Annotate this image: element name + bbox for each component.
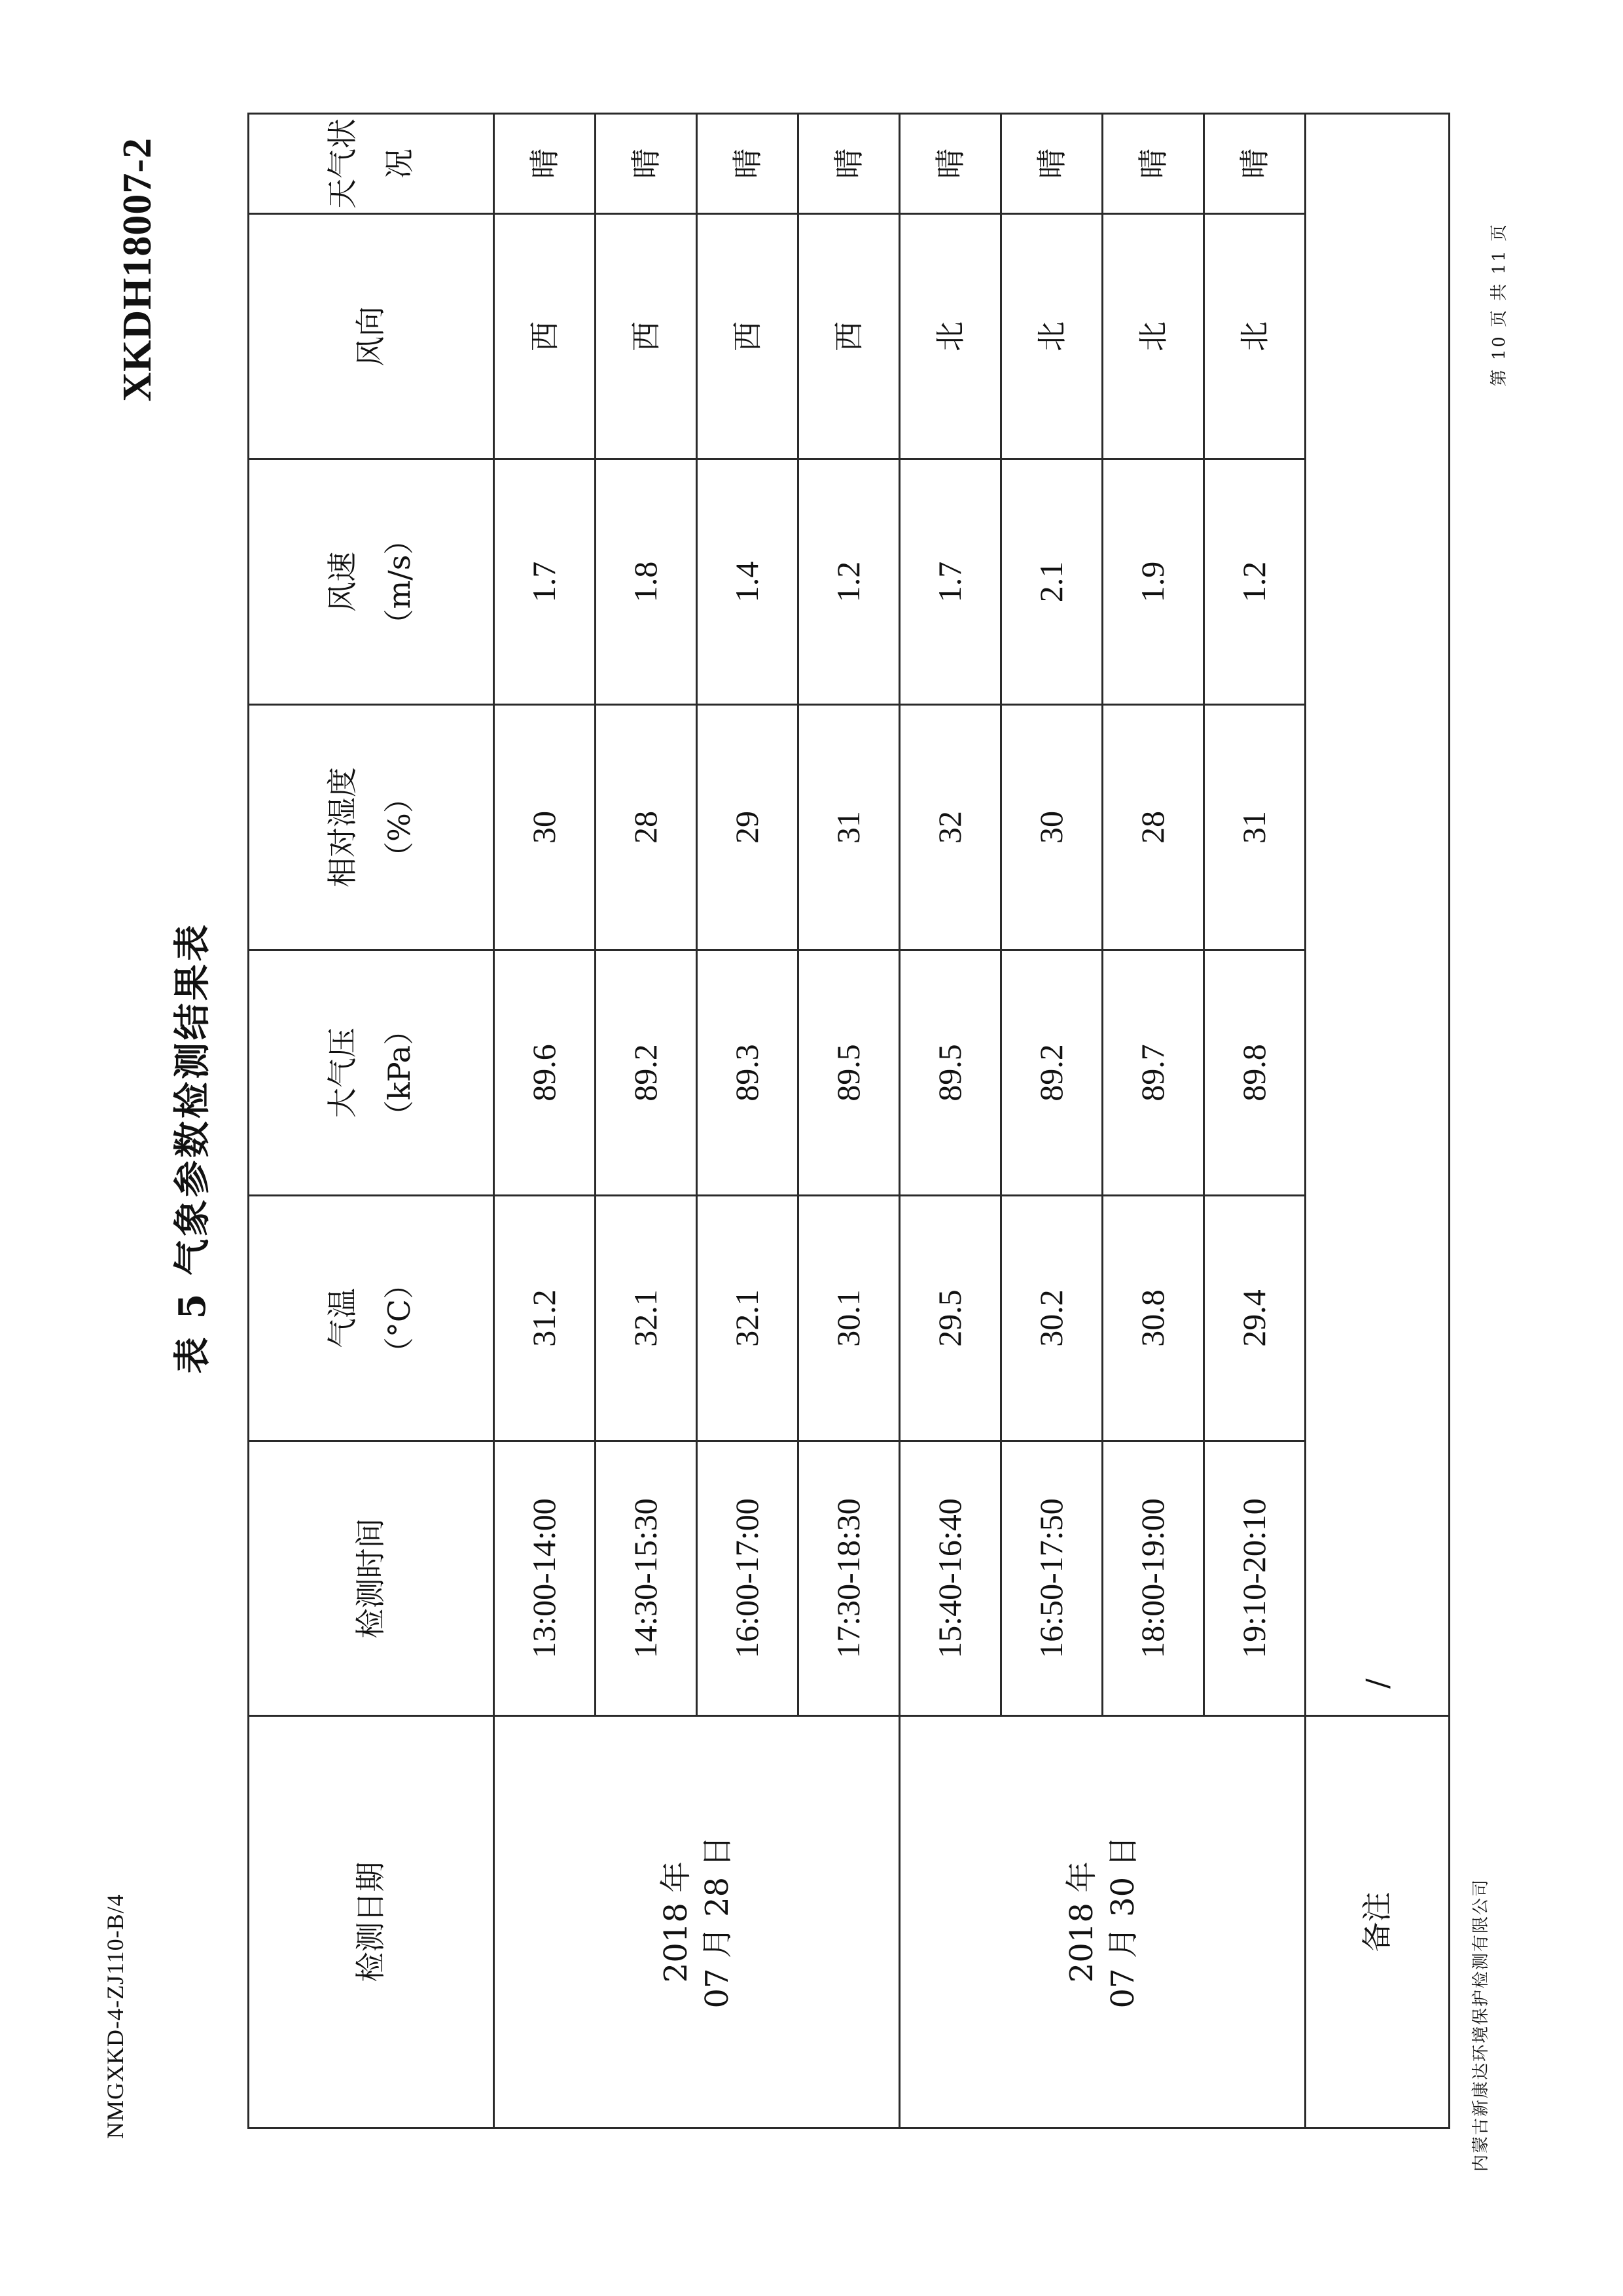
pressure-cell: 89.7: [1103, 950, 1204, 1196]
pressure-cell: 89.2: [596, 950, 697, 1196]
date-month-day: 07 月 30 日: [1104, 1835, 1141, 2009]
weather-cell: 晴: [1204, 114, 1306, 214]
humidity-cell: 28: [596, 705, 697, 950]
date-cell: [494, 1716, 900, 2128]
wind-direction-cell: 北: [1204, 214, 1306, 459]
header-wind-direction: 风向: [249, 214, 494, 459]
time-cell: 16:00-17:00: [697, 1441, 798, 1716]
wind-speed-cell: 1.4: [697, 459, 798, 705]
temperature-cell: 30.2: [1001, 1196, 1103, 1441]
date-month-day: 07 月 28 日: [698, 1835, 736, 2009]
header-temperature-name: 气温: [324, 1288, 360, 1348]
header-humidity-unit: （%）: [382, 783, 417, 872]
table-row: [900, 114, 1001, 2128]
header-pressure: [249, 950, 494, 1196]
temperature-cell: 32.1: [596, 1196, 697, 1441]
header-humidity: [249, 705, 494, 950]
header-wind-speed-name: 风速: [324, 552, 360, 612]
remarks-row: [1306, 114, 1450, 2128]
pressure-cell: 89.5: [798, 950, 900, 1196]
weather-cell: 晴: [1103, 114, 1204, 214]
header-date: 检测日期: [249, 1716, 494, 2128]
wind-speed-cell: 1.2: [798, 459, 900, 705]
header-row: [249, 114, 494, 2128]
temperature-cell: 32.1: [697, 1196, 798, 1441]
humidity-cell: 31: [1204, 705, 1306, 950]
wind-speed-cell: 2.1: [1001, 459, 1103, 705]
temperature-cell: 30.1: [798, 1196, 900, 1441]
wind-speed-cell: 1.7: [494, 459, 596, 705]
wind-direction-cell: 北: [900, 214, 1001, 459]
header-temperature-unit: （°C）: [382, 1268, 417, 1368]
pressure-cell: 89.8: [1204, 950, 1306, 1196]
header-pressure-name: 大气压: [324, 1028, 360, 1118]
date-cell: [900, 1716, 1306, 2128]
remarks-value: /: [1306, 114, 1450, 1716]
pressure-cell: 89.3: [697, 950, 798, 1196]
humidity-cell: 30: [1001, 705, 1103, 950]
wind-direction-cell: 北: [1103, 214, 1204, 459]
wind-speed-cell: 1.9: [1103, 459, 1204, 705]
pressure-cell: 89.6: [494, 950, 596, 1196]
time-cell: 15:40-16:40: [900, 1441, 1001, 1716]
wind-direction-cell: 西: [596, 214, 697, 459]
header-weather: 天气状况: [249, 114, 494, 214]
time-cell: 17:30-18:30: [798, 1441, 900, 1716]
weather-cell: 晴: [596, 114, 697, 214]
header-temperature: [249, 1196, 494, 1441]
pressure-cell: 89.5: [900, 950, 1001, 1196]
humidity-cell: 32: [900, 705, 1001, 950]
temperature-cell: 29.5: [900, 1196, 1001, 1441]
header-time: 检测时间: [249, 1441, 494, 1716]
table-title: 表 5 气象参数检测结果表: [171, 922, 214, 1374]
time-cell: 13:00-14:00: [494, 1441, 596, 1716]
header-wind-speed-unit: （m/s）: [382, 524, 417, 639]
humidity-cell: 30: [494, 705, 596, 950]
wind-direction-cell: 西: [798, 214, 900, 459]
header-wind-speed: [249, 459, 494, 705]
weather-cell: 晴: [900, 114, 1001, 214]
date-year: 2018 年: [658, 1861, 695, 1983]
time-cell: 16:50-17:50: [1001, 1441, 1103, 1716]
weather-cell: 晴: [494, 114, 596, 214]
wind-speed-cell: 1.7: [900, 459, 1001, 705]
temperature-cell: 31.2: [494, 1196, 596, 1441]
humidity-cell: 29: [697, 705, 798, 950]
time-cell: 14:30-15:30: [596, 1441, 697, 1716]
document-code: NMGXKD-4-ZJ110-B/4: [102, 1893, 128, 2139]
header-pressure-unit: （kPa）: [382, 1014, 417, 1131]
wind-direction-cell: 西: [697, 214, 798, 459]
wind-direction-cell: 北: [1001, 214, 1103, 459]
date-year: 2018 年: [1063, 1861, 1101, 1983]
wind-speed-cell: 1.8: [596, 459, 697, 705]
report-number: XKDH18007-2: [115, 137, 160, 402]
humidity-cell: 28: [1103, 705, 1204, 950]
company-name: 内蒙古新康达环境保护检测有限公司: [1471, 1878, 1491, 2172]
header-humidity-name: 相对湿度: [324, 767, 360, 888]
remarks-label: 备注: [1306, 1716, 1450, 2128]
weather-cell: 晴: [697, 114, 798, 214]
page-number: 第 10 页 共 11 页: [1489, 223, 1509, 387]
wind-speed-cell: 1.2: [1204, 459, 1306, 705]
temperature-cell: 29.4: [1204, 1196, 1306, 1441]
humidity-cell: 31: [798, 705, 900, 950]
weather-cell: 晴: [1001, 114, 1103, 214]
wind-direction-cell: 西: [494, 214, 596, 459]
time-cell: 19:10-20:10: [1204, 1441, 1306, 1716]
time-cell: 18:00-19:00: [1103, 1441, 1204, 1716]
weather-cell: 晴: [798, 114, 900, 214]
temperature-cell: 30.8: [1103, 1196, 1204, 1441]
meteorological-results-table: [247, 113, 1450, 2129]
table-row: [494, 114, 596, 2128]
pressure-cell: 89.2: [1001, 950, 1103, 1196]
